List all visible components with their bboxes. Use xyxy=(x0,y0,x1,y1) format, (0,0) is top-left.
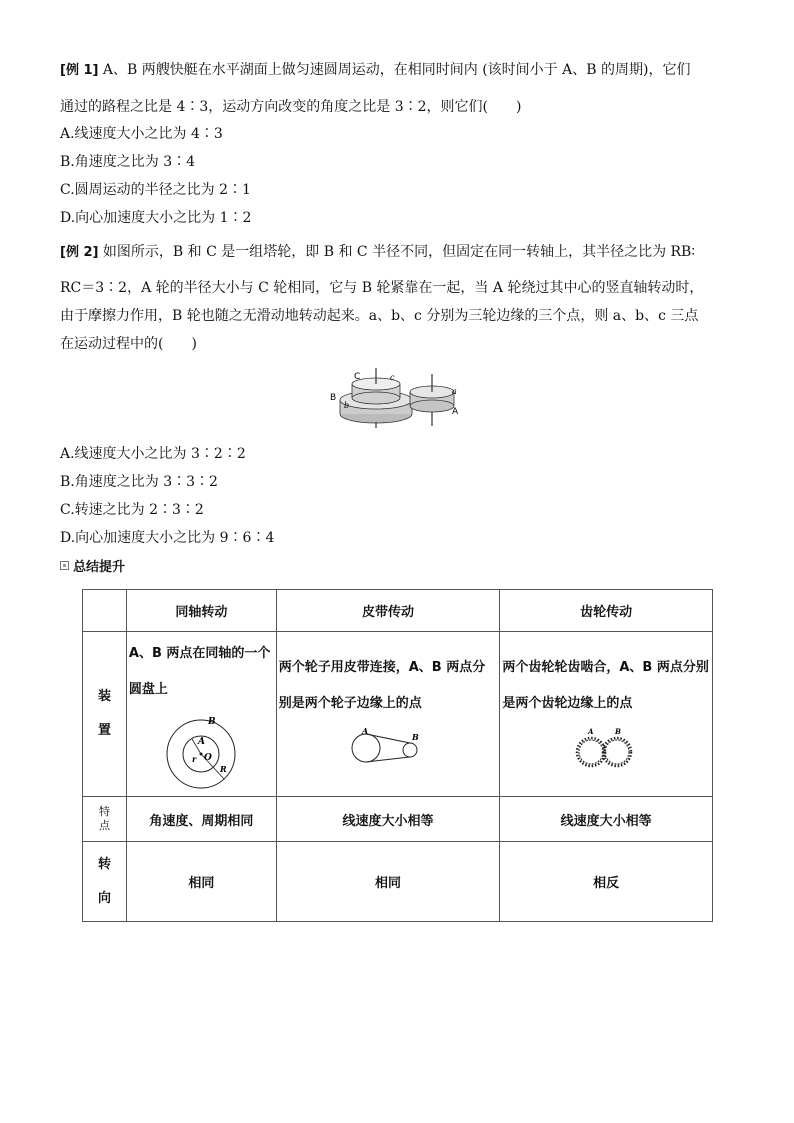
direction-gear: 相反 xyxy=(500,842,713,922)
header-gear: 齿轮传动 xyxy=(500,590,713,632)
table-header-row xyxy=(83,590,713,632)
header-coaxial: 同轴转动 xyxy=(126,590,276,632)
row-label-direction: 转向 xyxy=(83,842,127,922)
feature-coaxial: 角速度、周期相同 xyxy=(126,797,276,842)
summary-icon xyxy=(60,561,69,570)
example2-line1 xyxy=(60,242,695,263)
label-point-b: b xyxy=(344,401,350,410)
belt-figure xyxy=(348,726,428,768)
row-label-feature: 特点 xyxy=(83,797,127,842)
belt-label-a: A xyxy=(362,726,369,736)
gear-label-b: B xyxy=(615,727,622,736)
summary-heading xyxy=(60,556,125,575)
table-row-device xyxy=(83,632,713,797)
device-gear-text: 两个齿轮轮齿啮合，A、B 两点分别是两个齿轮边缘上的点 xyxy=(502,660,709,711)
example2-option-c: C.转速之比为 2∶3∶2 xyxy=(60,502,204,518)
example1-option-d: D.向心加速度大小之比为 1∶2 xyxy=(60,210,252,226)
example1-line2: 通过的路程之比是 4∶3，运动方向改变的角度之比是 3∶2，则它们( ) xyxy=(60,99,522,115)
label-c: C xyxy=(354,372,361,382)
label-point-c: c xyxy=(390,373,395,382)
label-a: A xyxy=(452,407,459,417)
disc-label-r: r xyxy=(192,754,197,764)
example1-line1 xyxy=(60,60,690,81)
label-b: B xyxy=(330,393,337,403)
example2-line3: 由于摩擦力作用，B 轮也随之无滑动地转动起来。a、b、c 分别为三轮边缘的三个点，则 a、b、c 三点 xyxy=(60,308,699,324)
example1-option-c: C.圆周运动的半径之比为 2∶1 xyxy=(60,182,251,198)
row-label-device: 装置 xyxy=(83,632,127,797)
label-point-a: a xyxy=(452,387,457,396)
gear-label-a: A xyxy=(588,727,594,736)
disc-label-bigr: R xyxy=(220,764,227,774)
example2-option-a: A.线速度大小之比为 3∶2∶2 xyxy=(60,446,246,462)
example1-tag: [例 1] xyxy=(60,63,99,78)
coaxial-disc-figure xyxy=(158,712,244,792)
example1-option-b: B.角速度之比为 3∶4 xyxy=(60,154,196,170)
header-empty xyxy=(83,590,127,632)
belt-label-b: B xyxy=(412,732,419,742)
tower-wheel-figure xyxy=(328,364,464,430)
example1-option-a: A.线速度大小之比为 4∶3 xyxy=(60,126,223,142)
summary-title: 总结提升 xyxy=(73,560,126,575)
example2-option-d: D.向心加速度大小之比为 9∶6∶4 xyxy=(60,530,275,546)
example2-tag: [例 2] xyxy=(60,245,99,260)
feature-gear: 线速度大小相等 xyxy=(500,797,713,842)
example2-text1: 如图所示，B 和 C 是一组塔轮，即 B 和 C 半径不同，但固定在同一转轴上，其半径之比为 RB∶ xyxy=(102,244,695,260)
direction-belt: 相同 xyxy=(276,842,500,922)
example1-text1: A、B 两艘快艇在水平湖面上做匀速圆周运动，在相同时间内 (该时间小于 A、B 的周期)，它们 xyxy=(102,62,691,78)
device-belt-text: 两个轮子用皮带连接，A、B 两点分别是两个轮子边缘上的点 xyxy=(278,660,486,711)
disc-label-o: O xyxy=(204,753,213,763)
example2-line4: 在运动过程中的( ) xyxy=(60,336,197,352)
disc-label-b: B xyxy=(208,717,216,727)
direction-coaxial: 相同 xyxy=(126,842,276,922)
feature-belt: 线速度大小相等 xyxy=(276,797,500,842)
disc-label-a: A xyxy=(198,737,206,747)
gear-figure xyxy=(571,726,641,772)
table-row-direction xyxy=(83,842,713,922)
table-row-feature xyxy=(83,797,713,842)
device-coaxial-text: A、B 两点在同轴的一个圆盘上 xyxy=(128,646,271,697)
summary-table xyxy=(82,589,713,922)
header-belt: 皮带传动 xyxy=(276,590,500,632)
example2-option-b: B.角速度之比为 3∶3∶2 xyxy=(60,474,218,490)
example2-line2: RC＝3∶2，A 轮的半径大小与 C 轮相同，它与 B 轮紧靠在一起，当 A 轮绕过其中心的竖直轴转动时， xyxy=(60,280,704,296)
